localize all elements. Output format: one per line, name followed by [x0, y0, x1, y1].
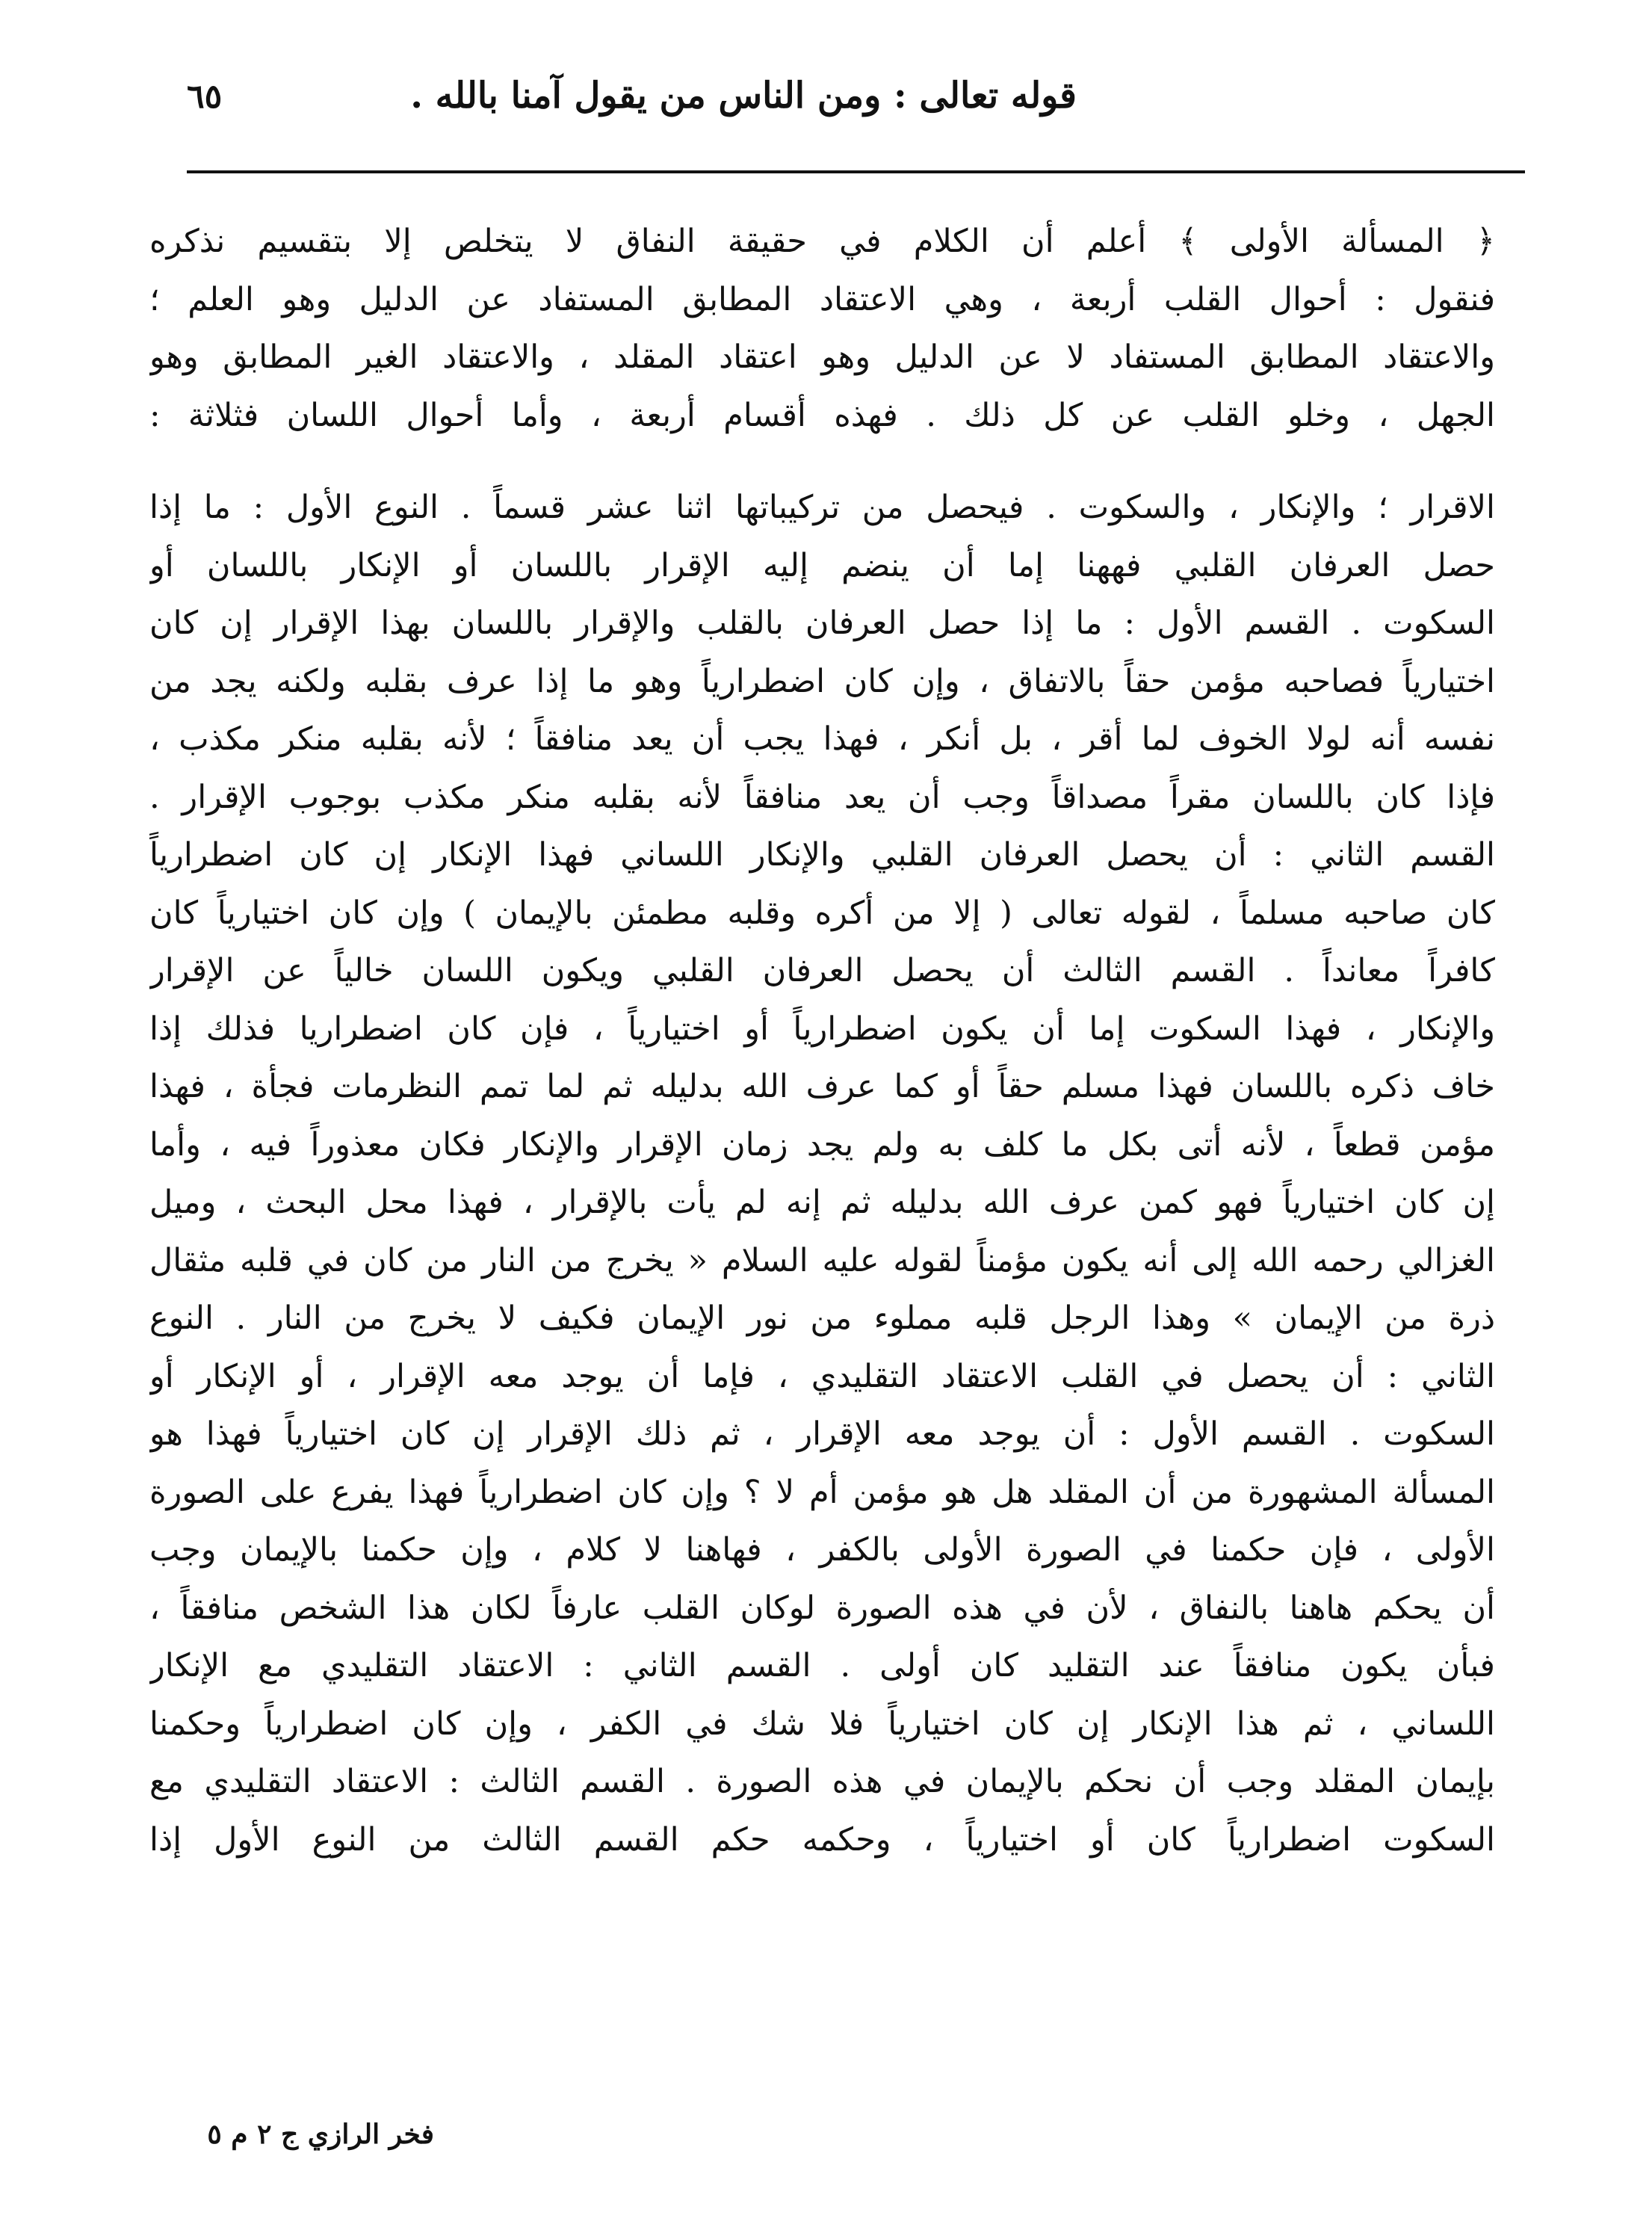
text-line: نفسه أنه لولا الخوف لما أقر ، بل أنكر ، فهذا يجب أن يعد منافقاً ؛ لأنه بقلبه منكر مكذب ،	[149, 720, 1495, 758]
header-rule	[187, 170, 1525, 173]
text-line: إن كان اختيارياً فهو كمن عرف الله بدليله ثم إنه لم يأت بالإقرار ، فهذا محل البحث ، وميل	[149, 1184, 1495, 1221]
paragraph-2	[149, 479, 1495, 1869]
paragraph-gap	[149, 445, 1495, 479]
text-line: فإذا كان باللسان مقراً مصداقاً وجب أن يعد منافقاً لأنه بقلبه منكر مكذب بوجوب الإقرار .	[149, 778, 1495, 816]
text-line: السكوت . القسم الأول : أن يوجد معه الإقرار ، ثم ذلك الإقرار إن كان اختيارياً فهذا هو	[149, 1415, 1495, 1453]
text-line: الجهل ، وخلو القلب عن كل ذلك . فهذه أقسام أربعة ، وأما أحوال اللسان فثلاثة :	[149, 396, 1495, 434]
text-line: أن يحكم هاهنا بالنفاق ، لأن في هذه الصورة لوكان القلب عارفاً لكان هذا الشخص منافقاً ،	[149, 1589, 1495, 1627]
text-line: الأولى ، فإن حكمنا في الصورة الأولى بالكفر ، فهاهنا لا كلام ، وإن حكمنا بالإيمان وجب	[149, 1531, 1495, 1569]
text-line: القسم الثاني : أن يحصل العرفان القلبي والإنكار اللساني فهذا الإنكار إن كان اضطرارياً	[149, 836, 1495, 874]
text-line: السكوت . القسم الأول : ما إذا حصل العرفان بالقلب والإقرار باللسان بهذا الإقرار إن كان	[149, 605, 1495, 642]
text-line: اختيارياً فصاحبه مؤمن حقاً بالاتفاق ، وإن كان اضطرارياً وهو ما إذا عرف بقلبه ولكنه يجد من	[149, 662, 1495, 700]
text-line: كان صاحبه مسلماً ، لقوله تعالى ( إلا من أكره وقلبه مطمئن بالإيمان ) وإن كان اختيارياً كان	[149, 894, 1495, 932]
page-header	[187, 75, 1510, 142]
footer-signature: فخر الرازي ج ٢ م ٥	[207, 2119, 434, 2150]
text-line: الاقرار ؛ والإنكار ، والسكوت . فيحصل من تركيباتها اثنا عشر قسماً . النوع الأول : ما إذا	[149, 489, 1495, 526]
text-line: فبأن يكون منافقاً عند التقليد كان أولى . القسم الثاني : الاعتقاد التقليدي مع الإنكار	[149, 1647, 1495, 1684]
running-title: قوله تعالى : ومن الناس من يقول آمنا بالله .	[410, 75, 1077, 117]
text-line: مؤمن قطعاً ، لأنه أتى بكل ما كلف به ولم يجد زمان الإقرار والإنكار فكان معذوراً فيه ، وأما	[149, 1125, 1495, 1164]
text-line: ذرة من الإيمان » وهذا الرجل قلبه مملوء من نور الإيمان فكيف لا يخرج من النار . النوع	[149, 1300, 1495, 1337]
text-line: خاف ذكره باللسان فهذا مسلم حقاً أو كما عرف الله بدليله ثم لما تمم النظرمات فجأة ، فهذا	[149, 1068, 1495, 1105]
text-line: فنقول : أحوال القلب أربعة ، وهي الاعتقاد المطابق المستفاد عن الدليل وهو العلم ؛	[149, 280, 1495, 318]
text-line: والاعتقاد المطابق المستفاد لا عن الدليل وهو اعتقاد المقلد ، والاعتقاد الغير المطابق وهو	[149, 339, 1495, 376]
text-line: السكوت اضطرارياً كان أو اختيارياً ، وحكمه حكم القسم الثالث من النوع الأول إذا	[149, 1820, 1495, 1859]
text-line: ﴿ المسألة الأولى ﴾ أعلم أن الكلام في حقيقة النفاق لا يتخلص إلا بتقسيم نذكره	[149, 223, 1495, 260]
paragraph-1	[149, 213, 1495, 445]
body-text	[149, 213, 1495, 1869]
text-line: المسألة المشهورة من أن المقلد هل هو مؤمن أم لا ؟ وإن كان اضطرارياً فهذا يفرع على الصورة	[149, 1473, 1495, 1511]
text-line: بإيمان المقلد وجب أن نحكم بالإيمان في هذه الصورة . القسم الثالث : الاعتقاد التقليدي مع	[149, 1763, 1495, 1800]
text-line: والإنكار ، فهذا السكوت إما أن يكون اضطرارياً أو اختيارياً ، فإن كان اضطراريا فذلك إذا	[149, 1010, 1495, 1048]
text-line: الثاني : أن يحصل في القلب الاعتقاد التقليدي ، فإما أن يوجد معه الإقرار ، أو الإنكار أو	[149, 1357, 1495, 1395]
text-line: الغزالي رحمه الله إلى أنه يكون مؤمناً لقوله عليه السلام « يخرج من النار من كان في قلبه مثقال	[149, 1241, 1495, 1279]
text-line: اللساني ، ثم هذا الإنكار إن كان اختيارياً فلا شك في الكفر ، وإن كان اضطرارياً وحكمنا	[149, 1705, 1495, 1743]
page-number: ٦٥	[187, 78, 223, 116]
text-line: حصل العرفان القلبي فههنا إما أن ينضم إليه الإقرار باللسان أو الإنكار باللسان أو	[149, 546, 1495, 584]
text-line: كافراً معانداً . القسم الثالث أن يحصل العرفان القلبي ويكون اللسان خالياً عن الإقرار	[149, 952, 1495, 989]
